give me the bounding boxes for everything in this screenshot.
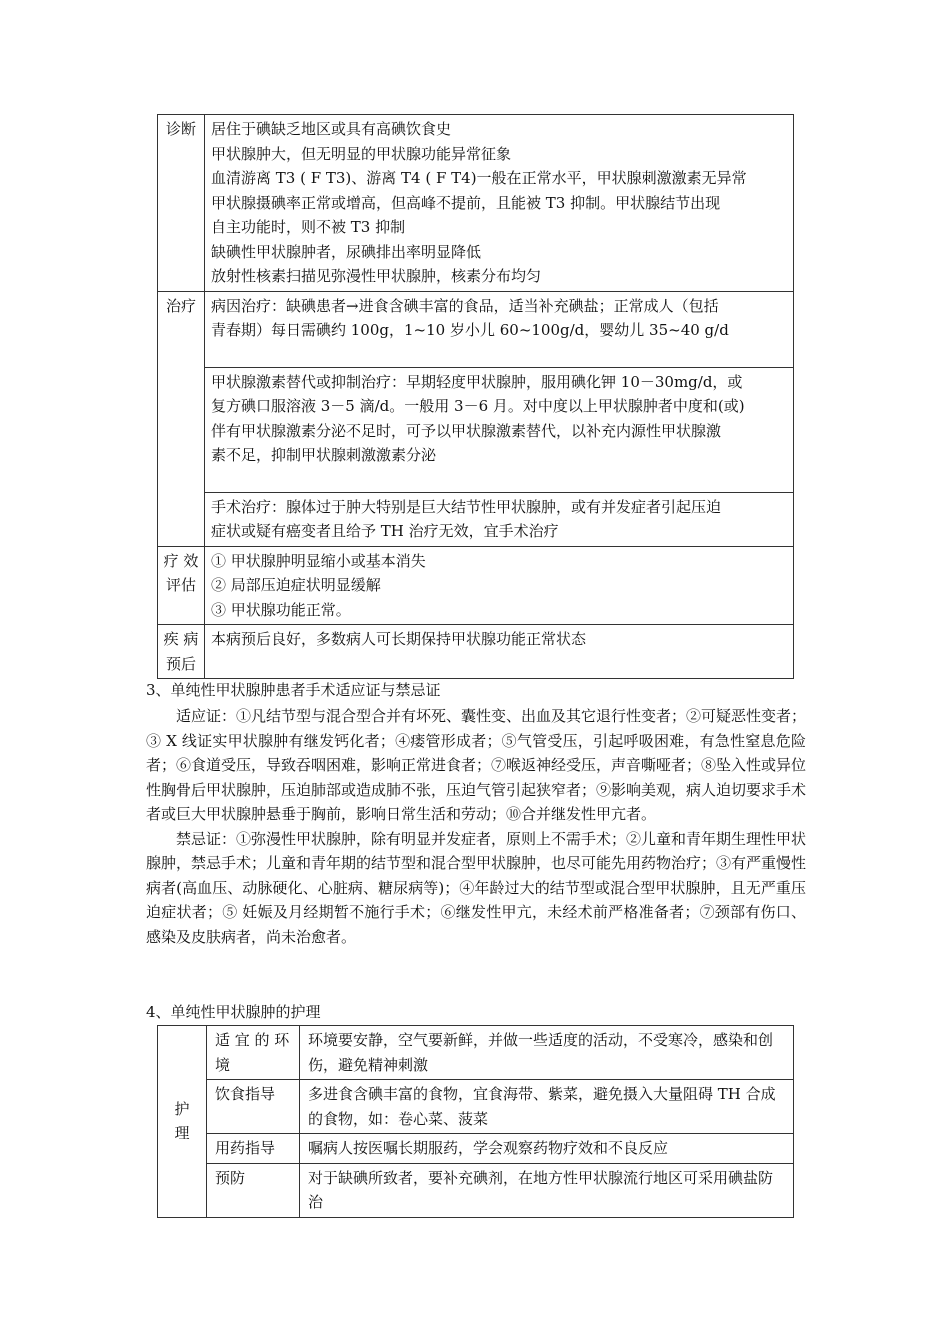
nursing-label — [158, 1026, 207, 1218]
hormone-treatment-line: 伴有甲状腺激素分泌不足时，可予以甲状腺激素替代，以补充内源性甲状腺激 — [211, 421, 722, 440]
efficacy-label — [158, 546, 205, 625]
surgery-treatment-line: 症状或疑有癌变者且给予 TH 治疗无效，宜手术治疗 — [211, 522, 559, 540]
diet-label: 饮食指导 — [207, 1080, 300, 1134]
environment-label-line: 境 — [215, 1055, 231, 1074]
nursing-row — [158, 1163, 794, 1217]
contraindications-paragraph: 禁忌证：①弥漫性甲状腺肿，除有明显并发症者，原则上不需手术；②儿童和青年期生理性甲状腺肿，禁忌手术；儿童和青年期的结节型和混合型甲状腺肿，也尽可能先用药物治疗；③有严重慢性病者(高血压、动脉硬化、心脏病、糖尿病等)；④年龄过大的结节型或混合型甲状腺肿，且无严重压迫症状者；⑤ 妊娠及月经期暂不施行手术；⑥继发性甲亢，未经术前严格准备者；⑦颈部有伤口、感染及皮肤病者，尚未治愈者。 — [146, 829, 807, 946]
cause-treatment-cell — [205, 291, 794, 367]
diagnosis-line: 甲状腺摄碘率正常或增高，但高峰不提前，且能被 T3 抑制。甲状腺结节出现 — [211, 193, 721, 212]
nursing-row — [158, 1080, 794, 1134]
section4-heading: 4、单纯性甲状腺肿的护理 — [146, 1003, 321, 1021]
blank-line — [211, 343, 787, 365]
efficacy-row — [158, 546, 794, 625]
diagnosis-line: 放射性核素扫描见弥漫性甲状腺肿，核素分布均匀 — [211, 267, 542, 285]
prognosis-content: 本病预后良好，多数病人可长期保持甲状腺功能正常状态 — [205, 625, 794, 679]
cause-treatment-line: 病因治疗：缺碘患者→进食含碘丰富的食品，适当补充碘盐；正常成人（包括 — [211, 296, 719, 315]
diagnosis-line: 居住于碘缺乏地区或具有高碘饮食史 — [211, 120, 452, 138]
cause-treatment-line: 青春期）每日需碘约 100g，1~10 岁小儿 60~100g/d，婴幼儿 35~40 g/d — [211, 321, 729, 339]
hormone-treatment-line: 甲状腺激素替代或抑制治疗：早期轻度甲状腺肿，服用碘化钾 10－30mg/d，或 — [211, 372, 743, 391]
hormone-treatment-line: 素不足，抑制甲状腺刺激激素分泌 — [211, 446, 437, 464]
surgery-treatment-cell — [205, 492, 794, 546]
efficacy-label-line: 疗 效 — [163, 551, 199, 570]
diagnosis-line: 缺碘性甲状腺肿者，尿碘排出率明显降低 — [211, 242, 482, 261]
prevention-text: 对于缺碘所致者，要补充碘剂，在地方性甲状腺流行地区可采用碘盐防治 — [300, 1163, 794, 1217]
treatment-hormone-row — [158, 367, 794, 492]
clinical-table — [157, 114, 794, 679]
prognosis-label-line: 预后 — [165, 654, 196, 673]
diagnosis-content — [205, 115, 794, 292]
efficacy-item: ② 局部压迫症状明显缓解 — [211, 576, 381, 594]
environment-label — [207, 1026, 300, 1080]
treatment-cause-row — [158, 291, 794, 367]
surgery-treatment-line: 手术治疗：腺体过于肿大特别是巨大结节性甲状腺肿，或有并发症者引起压迫 — [211, 497, 722, 516]
environment-text: 环境要安静，空气要新鲜，并做一些适度的活动，不受寒冷，感染和创伤，避免精神刺激 — [300, 1026, 794, 1080]
diagnosis-line: 自主功能时，则不被 T3 抑制 — [211, 218, 406, 236]
diagnosis-line: 甲状腺肿大，但无明显的甲状腺功能异常征象 — [211, 144, 512, 163]
nursing-row — [158, 1026, 794, 1080]
prognosis-label-line: 疾 病 — [163, 630, 199, 648]
hormone-treatment-line: 复方碘口服溶液 3－5 滴/d。一般用 3－6 月。对中度以上甲状腺肿者中度和(或) — [211, 397, 745, 415]
nursing-table — [157, 1025, 794, 1218]
prognosis-row — [158, 625, 794, 679]
nursing-label-line: 理 — [174, 1124, 190, 1143]
environment-label-line: 适 宜 的 环 — [215, 1031, 290, 1049]
indications-paragraph: 适应证：①凡结节型与混合型合并有坏死、囊性变、出血及其它退行性变者；②可疑恶性变者；③ X 线证实甲状腺肿有继发钙化者；④瘘管形成者；⑤气管受压，引起呼吸困难，有急性窒息危险者；⑥食道受压，导致吞咽困难，影响正常进食者；⑦喉返神经受压，声音嘶哑者；⑧坠入性或异位性胸骨后甲状腺肿，压迫肺部或造成肺不张，压迫气管引起狭窄者；⑨影响美观，病人迫切要求手术者或巨大甲状腺肿悬垂于胸前，影响日常生活和劳动；⑩合并继发性甲亢者。 — [146, 707, 807, 823]
diagnosis-line: 血清游离 T3 ( F T3)、游离 T4 ( F T4)一般在正常水平，甲状腺刺激激素无异常 — [211, 169, 747, 187]
blank-line — [211, 468, 787, 490]
diet-text: 多进食含碘丰富的食物，宜食海带、紫菜，避免摄入大量阻碍 TH 合成的食物，如：卷心菜、菠菜 — [300, 1080, 794, 1134]
efficacy-item: ① 甲状腺肿明显缩小或基本消失 — [211, 551, 426, 570]
prevention-label: 预防 — [207, 1163, 300, 1217]
efficacy-label-line: 评估 — [165, 576, 196, 594]
hormone-treatment-cell — [205, 367, 794, 492]
medication-label: 用药指导 — [207, 1134, 300, 1164]
nursing-label-line: 护 — [174, 1099, 190, 1118]
efficacy-content — [205, 546, 794, 625]
section3-heading: 3、单纯性甲状腺肿患者手术适应证与禁忌证 — [146, 681, 441, 699]
section3-body — [146, 704, 806, 949]
efficacy-item: ③ 甲状腺功能正常。 — [211, 600, 351, 619]
treatment-surgery-row — [158, 492, 794, 546]
treatment-label: 治疗 — [158, 291, 205, 546]
nursing-row — [158, 1134, 794, 1164]
diagnosis-label: 诊断 — [158, 115, 205, 292]
prognosis-label — [158, 625, 205, 679]
medication-text: 嘱病人按医嘱长期服药，学会观察药物疗效和不良反应 — [300, 1134, 794, 1164]
diagnosis-row — [158, 115, 794, 292]
